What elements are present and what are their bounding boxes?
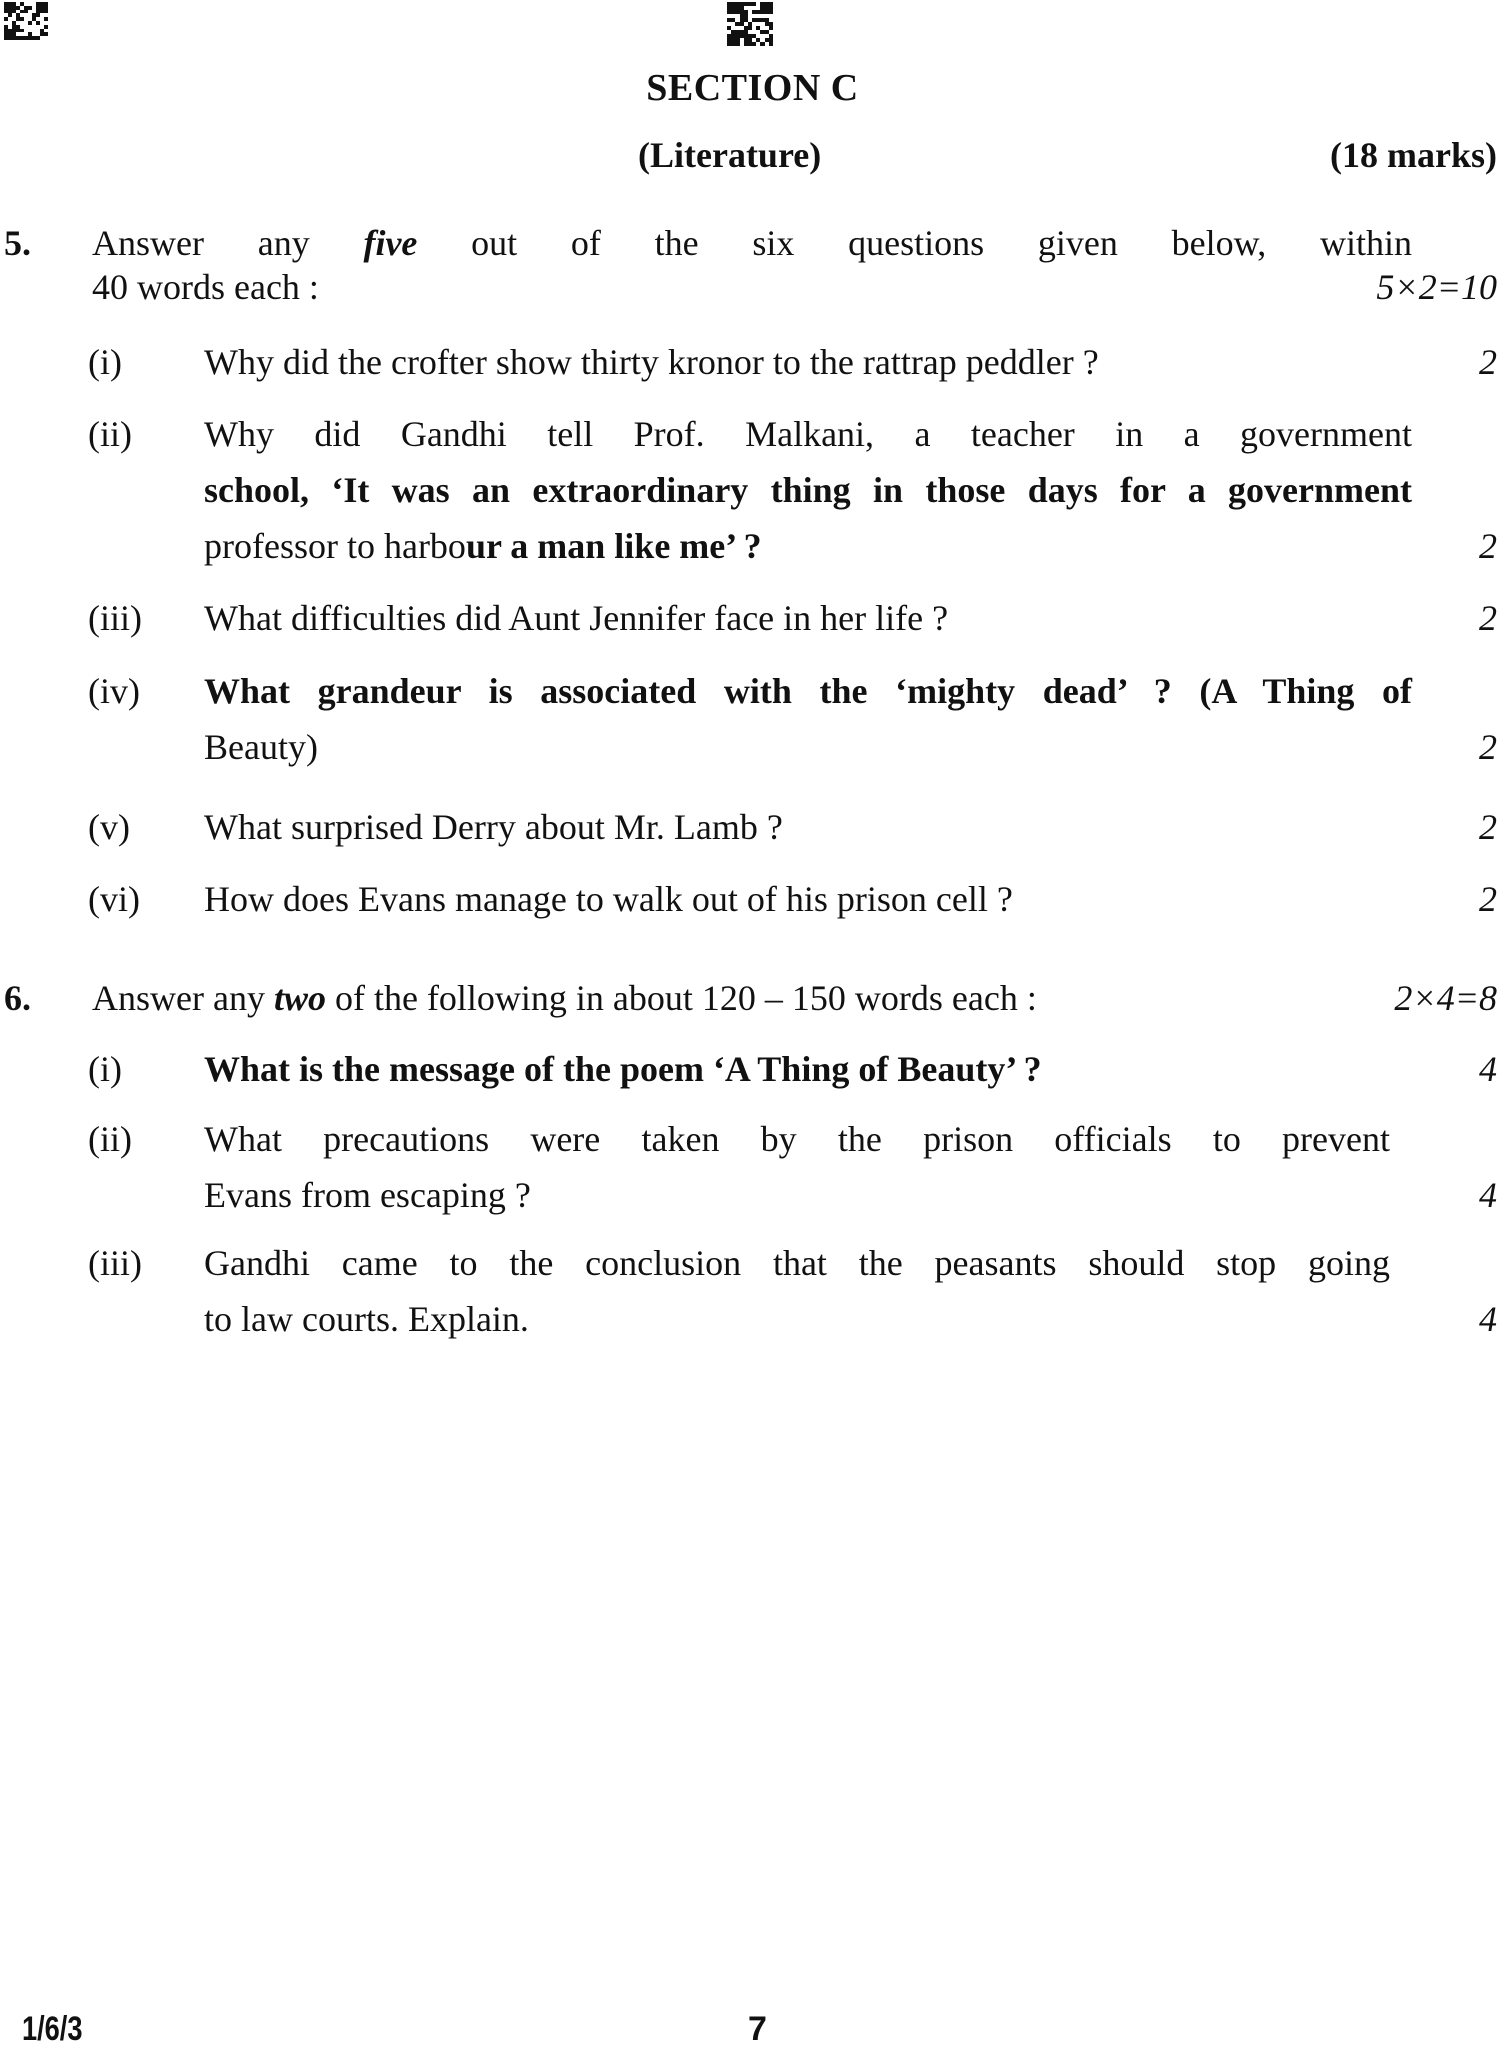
question-number: 5. [4,223,31,263]
subquestion-marks: 2 [1479,807,1497,847]
text-line: What surprised Derry about Mr. Lamb ? [204,807,783,847]
subquestion-number: (ii) [88,414,132,454]
subquestion-text [204,1041,1412,1097]
subquestion-marks: 4 [1479,1299,1497,1339]
text-line [204,518,1412,574]
page-number: 7 [748,2010,767,2048]
text-line-bold: What is the message of the poem ‘A Thing of Beauty’ ? [204,1049,1042,1089]
subquestion-text [204,406,1412,574]
stem-text: out of the six questions given below, within [417,223,1413,263]
subquestion-text [204,334,1412,390]
section-subtitle: (Literature) [638,135,822,175]
text-line: Evans from escaping ? [204,1175,531,1215]
subquestion-text [204,799,1412,855]
question-stem-line: 40 words each : [92,267,319,307]
subquestion-number: (iii) [88,598,142,638]
subquestion-text [204,663,1412,775]
stem-text: of the following in about 120 – 150 words each : [325,978,1037,1018]
subquestion-number: (v) [88,807,130,847]
subquestion-text [204,1111,1390,1223]
question-marks: 2×4=8 [1394,978,1497,1018]
subquestion-marks: 4 [1479,1049,1497,1089]
subquestion-marks: 2 [1479,727,1497,767]
subquestion-marks: 2 [1479,526,1497,566]
text-line: to law courts. Explain. [204,1299,529,1339]
text-line: Gandhi came to the conclusion that the peasants should stop going [204,1243,1390,1283]
section-title: SECTION C [646,67,859,109]
subquestion-marks: 4 [1479,1175,1497,1215]
subquestion-number: (iv) [88,671,140,711]
stem-emphasis: two [273,978,326,1018]
text-line: What precautions were taken by the prison officials to prevent [204,1119,1390,1159]
subquestion-number: (i) [88,1049,122,1089]
subquestion-text [204,590,1412,646]
paper-code: 1/6/3 [22,2010,83,2048]
question-stem [92,975,1412,1021]
stem-emphasis: five [363,223,418,263]
text-fragment: professor to harbo [204,526,466,566]
subquestion-number: (ii) [88,1119,132,1159]
subquestion-number: (iii) [88,1243,142,1283]
subquestion-number: (i) [88,342,122,382]
subquestion-marks: 2 [1479,879,1497,919]
qr-code-icon [4,2,48,40]
question-marks: 5×2=10 [1376,267,1497,307]
subquestion-marks: 2 [1479,598,1497,638]
text-line: Why did Gandhi tell Prof. Malkani, a teacher in a government [204,414,1412,454]
text-line: Beauty) [204,727,318,767]
text-line-bold: What grandeur is associated with the ‘mighty dead’ ? (A Thing of [204,671,1412,711]
question-stem [92,220,1412,266]
text-fragment-bold: ur a man like me’ ? [465,526,762,566]
subquestion-marks: 2 [1479,342,1497,382]
subquestion-text [204,1235,1390,1347]
subquestion-number: (vi) [88,879,140,919]
qr-code-icon [727,2,773,46]
stem-text: Answer any [92,223,364,263]
text-line-bold: school, ‘It was an extraordinary thing in those days for a government [204,470,1412,510]
subquestion-text [204,871,1412,927]
section-marks: (18 marks) [1330,135,1497,175]
stem-text: Answer any [92,978,274,1018]
text-line: Why did the crofter show thirty kronor to the rattrap peddler ? [204,342,1099,382]
text-line: How does Evans manage to walk out of his prison cell ? [204,879,1013,919]
text-line: What difficulties did Aunt Jennifer face in her life ? [204,598,949,638]
question-number: 6. [4,978,31,1018]
